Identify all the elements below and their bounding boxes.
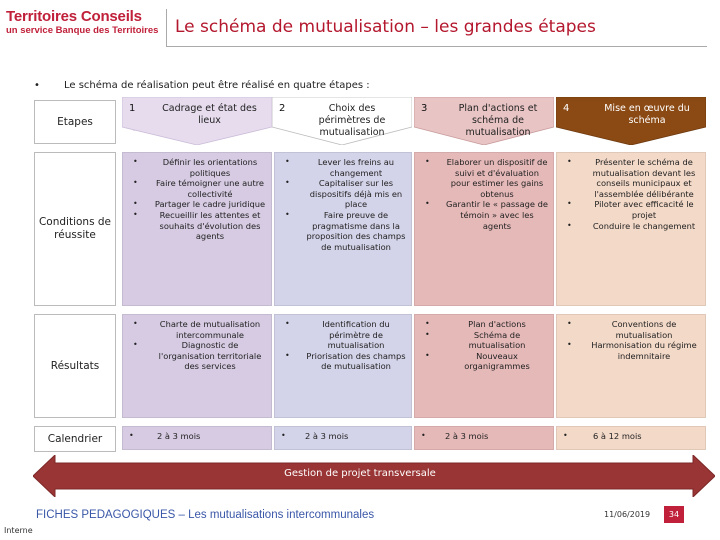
list-item: • Faire preuve de pragmatisme dans la proposition des champs de mutualisation [281,210,407,252]
page-title: Le schéma de mutualisation – les grandes étapes [175,17,596,37]
list-item: • Schéma de mutualisation [421,330,549,351]
list-item: • Faire témoigner une autre collectivité [129,178,267,199]
step-4-resultats [556,314,706,418]
list-item: • 2 à 3 mois [421,431,549,442]
list-item: • Conduire le changement [563,221,701,232]
step-2-conditions [274,152,412,306]
step-3-conditions [414,152,554,306]
list-item: • Identification du périmètre de mutualisation [281,319,407,351]
list-item: • Recueillir les attentes et souhaits d'évolution des agents [129,210,267,242]
step-1-label: Cadrage et état des lieux [162,103,257,126]
list-item: • 6 à 12 mois [563,431,701,442]
step-4-conditions [556,152,706,306]
step-2-label: Choix des périmètres de mutualisation [318,103,386,138]
step-1-calendrier [122,426,272,450]
list-item: • Harmonisation du régime indemnitaire [563,340,701,361]
page-number: 34 [664,506,684,523]
step-1-conditions [122,152,272,306]
step-1-number: 1 [129,103,136,114]
step-2-number: 2 [279,103,286,114]
bullet-mark: • [34,80,40,91]
list-item: • Priorisation des champs de mutualisation [281,351,407,372]
step-3-calendrier [414,426,554,450]
territoires-conseils-logo [6,8,166,37]
list-item: • Présenter le schéma de mutualisation devant les conseils municipaux et l'assemblée délibérante [563,157,701,199]
row-label-etapes: Etapes [34,100,116,144]
list-item: • Charte de mutualisation intercommunale [129,319,267,340]
list-item: • Nouveaux organigrammes [421,351,549,372]
step-2-arrow [272,97,412,145]
project-management-label: Gestion de projet transversale [284,468,436,479]
logo-subtitle: un service Banque des Territoires [6,25,159,36]
step-1-resultats [122,314,272,418]
list-item: • Diagnostic de l'organisation territoriale des services [129,340,267,372]
row-label-resultats: Résultats [34,314,116,418]
row-label-calendrier: Calendrier [34,426,116,452]
list-item: • 2 à 3 mois [281,431,407,442]
step-4-calendrier [556,426,706,450]
step-3-resultats [414,314,554,418]
title-box [166,9,707,47]
step-2-calendrier [274,426,412,450]
step-3-number: 3 [421,103,428,114]
list-item: • Lever les freins au changement [281,157,407,178]
step-1-arrow [122,97,272,145]
footer-title-rest: – Les mutualisations intercommunales [175,509,375,521]
footer-title [36,509,374,521]
row-label-conditions: Conditions de réussite [34,152,116,306]
step-3-label: Plan d'actions et schéma de mutualisation [458,103,538,138]
step-4-number: 4 [563,103,570,114]
step-2-resultats [274,314,412,418]
footer-title-bold: FICHES PEDAGOGIQUES [36,509,176,521]
step-4-label: Mise en œuvre du schéma [604,103,690,126]
classification-label: Interne [4,526,33,535]
logo-title: Territoires Conseils [6,8,142,25]
list-item: • Capitaliser sur les dispositifs déjà mis en place [281,178,407,210]
list-item: • Partager le cadre juridique [129,199,267,210]
list-item: • Elaborer un dispositif de suivi et d'évaluation pour estimer les gains obtenus [421,157,549,199]
intro-bullet [34,80,370,91]
list-item: • 2 à 3 mois [129,431,267,442]
list-item: • Piloter avec efficacité le projet [563,199,701,220]
list-item: • Définir les orientations politiques [129,157,267,178]
footer-date: 11/06/2019 [604,510,651,519]
step-4-arrow [556,97,706,145]
list-item: • Conventions de mutualisation [563,319,701,340]
list-item: • Plan d'actions [421,319,549,330]
intro-text: Le schéma de réalisation peut être réalisé en quatre étapes : [64,80,370,91]
list-item: • Garantir le « passage de témoin » avec les agents [421,199,549,231]
step-3-arrow [414,97,554,145]
